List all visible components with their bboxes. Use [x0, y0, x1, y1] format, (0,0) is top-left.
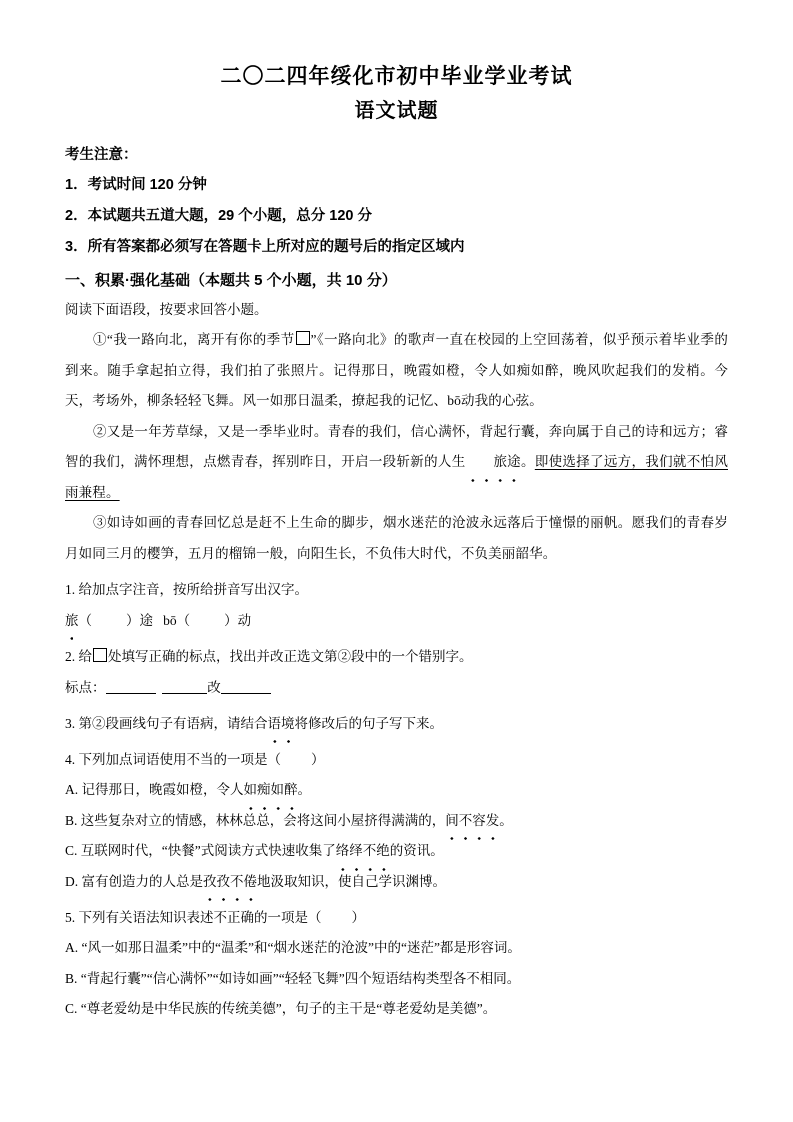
option-text: “尊老爱幼是中华民族的传统美德”，句子的主干是“尊老爱幼是美德”。 [80, 1001, 497, 1016]
option-text-post: 。 [499, 812, 513, 828]
question-2-stem-part-b: 处填写正确的标点，找出并改正选文第②段中的一个错别字。 [108, 649, 473, 664]
option-label: B. [65, 812, 78, 828]
option-text-pre: 富有创造力的人总是 [81, 873, 203, 889]
option-text: “风一如那日温柔”中的“温柔”和“烟水迷茫的沧波”中的“迷茫”都是形容词。 [81, 940, 521, 955]
blank-box-icon [93, 648, 107, 662]
option-label: D. [65, 873, 79, 889]
passage-paragraph-1 [65, 325, 728, 417]
question-2-answer-mid: 改 [207, 680, 221, 695]
option-text-pre: 互联网时代，“快餐”式阅读方式快速收集了 [80, 843, 336, 858]
page-title: 二〇二四年绥化市初中毕业学业考试 [220, 65, 573, 88]
option-text-pre: 记得那日，晚霞如橙，令人 [81, 782, 244, 797]
question-1-stem: 1. 给加点字注音，按所给拼音写出汉字。 [65, 582, 308, 597]
option-text-post: 的资讯。 [389, 843, 444, 858]
passage-p2-part-a: ②又是一年芳草绿，又是一季毕业时。青春的我们，信心满怀，背起行囊，奔向属于自己的诗和远方；睿智的我们，满怀理想，点燃青春，挥别昨日，开启一段斩新的人生 [65, 423, 728, 469]
passage-p2-part-b: 。 [520, 454, 535, 469]
question-4-option-a[interactable] [65, 775, 728, 806]
option-label: A. [65, 782, 79, 797]
question-4-stem-text: 4. 下列加点词语使用不当的一项是（ [65, 752, 281, 767]
question-5-stem [65, 903, 728, 933]
answer-blank-wrong-char[interactable] [162, 679, 207, 694]
question-1-char-tu: 途 [139, 613, 153, 628]
passage-paragraph-2 [65, 417, 728, 509]
page-subtitle: 语文试题 [354, 100, 439, 122]
emphasis-dotted-lv: 旅 [65, 605, 79, 636]
emphasis-dotted-lvtu: 旅途 [466, 447, 521, 478]
question-4-option-c[interactable] [65, 836, 728, 867]
notice-item-1: 1．考试时间 120 分钟 [65, 177, 207, 193]
option-label: C. [65, 1001, 78, 1016]
emphasis-dotted-idiom: 如痴如醉 [244, 775, 298, 806]
question-2-stem-part-a: 2. 给 [65, 649, 92, 664]
emphasis-dotted-yujing: 语境 [268, 709, 295, 739]
question-4-stem [65, 745, 728, 775]
answer-blank-punctuation[interactable] [106, 679, 156, 694]
option-text-post: 地汲取知识，使自己学识渊博。 [257, 873, 446, 889]
question-4-option-d[interactable] [65, 867, 728, 898]
question-5-stem-tail: ） [351, 910, 365, 925]
notice-heading: 考生注意： [65, 147, 138, 163]
emphasis-dotted-idiom: 间不容发 [445, 806, 499, 837]
question-2-stem [65, 642, 728, 672]
option-text-pre: 这些复杂对立的情感，林林总总，会将这间小屋挤得满满的， [80, 812, 446, 828]
option-label: C. [65, 843, 78, 858]
notice-item-3: 3．所有答案都必须写在答题卡上所对应的题号后的指定区域内 [65, 239, 465, 255]
question-4-option-b[interactable] [65, 806, 728, 837]
section-heading-one: 一、积累·强化基础（本题共 5 个小题，共 10 分） [65, 272, 397, 289]
option-label: A. [65, 940, 79, 955]
blank-box-icon [296, 331, 310, 345]
question-4-stem-tail: ） [311, 752, 325, 767]
question-5-option-b[interactable] [65, 964, 728, 995]
question-3-stem [65, 709, 728, 739]
question-5-stem-text: 5. 下列有关语法知识表述不正确的一项是（ [65, 910, 322, 925]
notice-item-2: 2．本试题共五道大题，29 个小题，总分 120 分 [65, 208, 372, 224]
passage-p2-underlined-sentence: 即使选择了远方，我们就不怕风雨兼程。 [65, 454, 728, 500]
passage-p1-part-a: ①“我一路向北，离开有你的季节 [93, 332, 295, 347]
reading-instruction: 阅读下面语段，按要求回答小题。 [65, 302, 268, 317]
question-1-char-dong: 动 [237, 613, 252, 628]
option-label: B. [65, 970, 78, 986]
question-3-stem-part-b: 将修改后的句子写下来。 [294, 716, 443, 731]
option-text-post: 。 [297, 782, 311, 797]
question-5-option-c[interactable] [65, 994, 728, 1025]
question-2-answer-label: 标点： [65, 680, 106, 695]
emphasis-dotted-idiom: 孜孜不倦 [203, 867, 257, 898]
question-5-option-a[interactable] [65, 933, 728, 964]
question-1-pinyin-bo: bō [163, 613, 177, 628]
answer-blank-correct-char[interactable] [221, 679, 271, 694]
option-text: “背起行囊”“信心满怀”“如诗如画”“轻轻飞舞”四个短语结构类型各不相同。 [80, 970, 521, 986]
question-2-answer-line [65, 672, 728, 703]
emphasis-dotted-idiom: 络绎不绝 [336, 836, 390, 867]
passage-paragraph-3: ③如诗如画的青春回忆总是赶不上生命的脚步，烟水迷茫的沧波永远落后于憧憬的丽帆。愿我们的青春岁月如同三月的樱笋，五月的榴锦一般，向阳生长，不负伟大时代，不负美丽韶华。 [65, 515, 728, 561]
passage-p1-part-b: ”《一路向北》的歌声一直在校园的上空回荡着，似乎预示着毕业季的到来。随手拿起拍立得，我们拍了张照片。记得那日，晚霞如橙，令人如痴如醉，晚风吹起我们的发梢。今天，考场外，柳条轻轻飞舞。风一如那日温柔，撩起我的记忆、bō动我的心弦。 [65, 332, 728, 408]
question-1-answer-line: 旅（ ）途 bō（ ）动 [65, 605, 728, 636]
question-3-stem-part-a: 3. 第②段画线句子有语病，请结合 [65, 716, 268, 731]
